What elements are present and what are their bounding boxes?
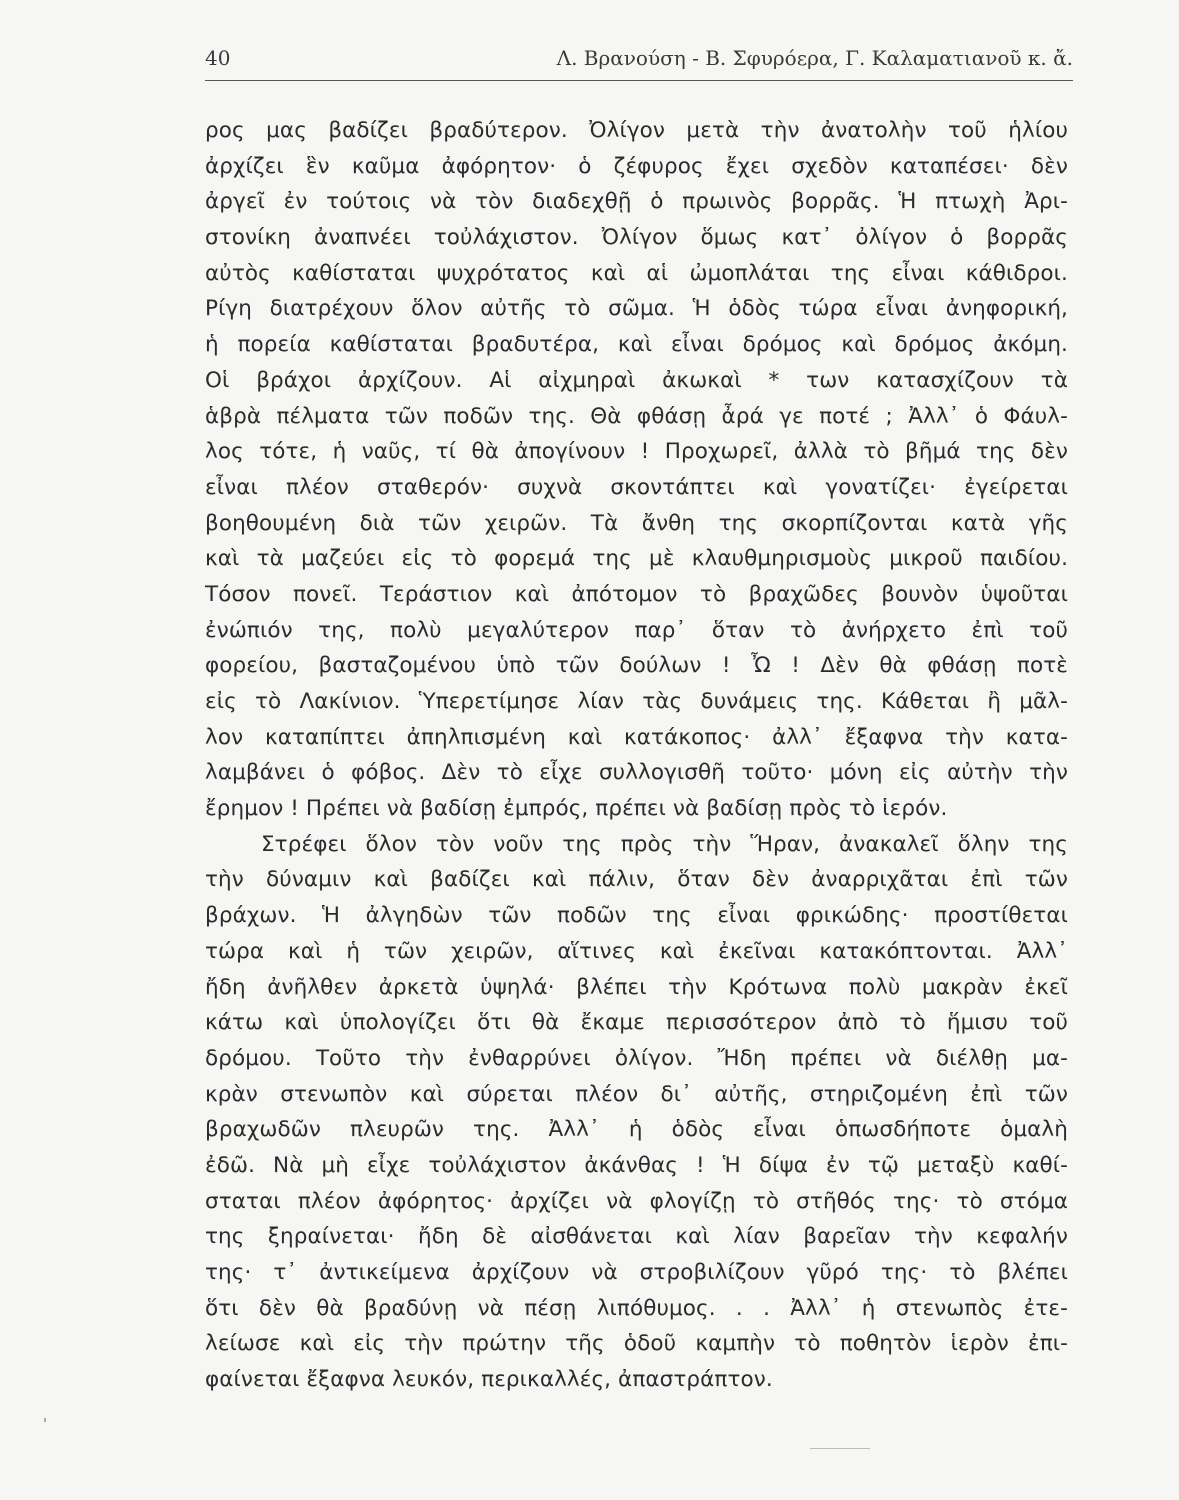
stray-margin-mark: [44, 1418, 46, 1422]
text-line: λος τότε, ἡ ναῦς, τί θὰ ἀπογίνουν ! Προχωρεῖ, ἀλλὰ τὸ βῆμά της δὲν: [205, 439, 1068, 465]
header-rule: [205, 80, 1073, 81]
text-line: ἁβρὰ πέλματα τῶν ποδῶν της. Θὰ φθάσῃ ἆρά γε ποτέ ; Ἀλλ᾽ ὁ Φάυλ-: [205, 403, 1068, 429]
text-line: φαίνεται ἔξαφνα λευκόν, περικαλλές, ἀπαστράπτον.: [205, 1367, 773, 1393]
text-line: λείωσε καὶ εἰς τὴν πρώτην τῆς ὁδοῦ καμπὴν τὸ ποθητὸν ἱερὸν ἐπι-: [205, 1331, 1068, 1357]
text-line: δρόμου. Τοῦτο τὴν ἐνθαρρύνει ὀλίγον. Ἤδη πρέπει νὰ διέλθῃ μα-: [205, 1045, 1068, 1071]
text-line: της· τ᾽ ἀντικείμενα ἀρχίζουν νὰ στροβιλίζουν γῦρό της· τὸ βλέπει: [205, 1260, 1068, 1285]
text-line-paragraph-start: Στρέφει ὅλον τὸν νοῦν της πρὸς τὴν Ἥραν, ἀνακαλεῖ ὅλην της: [261, 831, 1068, 857]
text-line: στονίκη ἀναπνέει τοὐλάχιστον. Ὀλίγον ὅμως κατ᾽ ὀλίγον ὁ βορρᾶς: [205, 225, 1068, 251]
text-line: ἀρχίζει ἓν καῦμα ἀφόρητον· ὁ ζέφυρος ἔχει σχεδὸν καταπέσει· δὲν: [205, 153, 1068, 179]
text-line: αὐτὸς καθίσταται ψυχρότατος καὶ αἱ ὠμοπλάται της εἶναι κάθιδροι.: [205, 260, 1068, 286]
text-line: κρὰν στενωπὸν καὶ σύρεται πλέον δι᾽ αὐτῆς, στηριζομένη ἐπὶ τῶν: [205, 1081, 1068, 1107]
page-header: [205, 42, 1073, 78]
text-line: ἀργεῖ ἐν τούτοις νὰ τὸν διαδεχθῇ ὁ πρωινὸς βορρᾶς. Ἡ πτωχὴ Ἀρι-: [205, 189, 1068, 215]
text-line: ἔρημον ! Πρέπει νὰ βαδίσῃ ἐμπρός, πρέπει νὰ βαδίσῃ πρὸς τὸ ἱερόν.: [205, 796, 948, 822]
text-line: κάτω καὶ ὑπολογίζει ὅτι θὰ ἔκαμε περισσότερον ἀπὸ τὸ ἥμισυ τοῦ: [205, 1010, 1068, 1036]
body-text: [205, 113, 1068, 1398]
text-line: εἶναι πλέον σταθερόν· συχνὰ σκοντάπτει καὶ γονατίζει· ἐγείρεται: [205, 474, 1068, 500]
page-number: 40: [205, 46, 231, 70]
text-line: της ξηραίνεται· ἤδη δὲ αἰσθάνεται καὶ λίαν βαρεῖαν τὴν κεφαλήν: [205, 1224, 1068, 1250]
text-line: ἐδῶ. Νὰ μὴ εἶχε τοὐλάχιστον ἀκάνθας ! Ἡ δίψα ἐν τῷ μεταξὺ καθί-: [205, 1152, 1068, 1178]
text-line: ἐνώπιόν της, πολὺ μεγαλύτερον παρ᾽ ὅταν τὸ ἀνήρχετο ἐπὶ τοῦ: [205, 617, 1068, 643]
text-line: φορείου, βασταζομένου ὑπὸ τῶν δούλων ! Ὦ ! Δὲν θὰ φθάσῃ ποτὲ: [205, 653, 1068, 679]
text-line: ρος μας βαδίζει βραδύτερον. Ὀλίγον μετὰ τὴν ἀνατολὴν τοῦ ἡλίου: [205, 118, 1068, 143]
stray-pencil-mark: [810, 1448, 870, 1449]
text-line: Οἱ βράχοι ἀρχίζουν. Αἱ αἰχμηραὶ ἀκωκαὶ * των κατασχίζουν τὰ: [205, 367, 1068, 393]
text-line: τὴν δύναμιν καὶ βαδίζει καὶ πάλιν, ὅταν δὲν ἀναρριχᾶται ἐπὶ τῶν: [205, 867, 1068, 893]
running-head: Λ. Βρανούση - Β. Σφυρόερα, Γ. Καλαματιανοῦ κ. ἄ.: [556, 46, 1073, 70]
text-line: βράχων. Ἡ ἀλγηδὼν τῶν ποδῶν της εἶναι φρικώδης· προστίθεται: [205, 903, 1068, 929]
text-line: Ρίγη διατρέχουν ὅλον αὐτῆς τὸ σῶμα. Ἡ ὁδὸς τώρα εἶναι ἀνηφορική,: [205, 296, 1068, 322]
text-line: ἤδη ἀνῆλθεν ἀρκετὰ ὑψηλά· βλέπει τὴν Κρότωνα πολὺ μακρὰν ἐκεῖ: [205, 974, 1068, 1000]
text-line: βοηθουμένη διὰ τῶν χειρῶν. Τὰ ἄνθη της σκορπίζονται κατὰ γῆς: [205, 510, 1068, 536]
text-line: σταται πλέον ἀφόρητος· ἀρχίζει νὰ φλογίζῃ τὸ στῆθός της· τὸ στόμα: [205, 1188, 1068, 1214]
text-line: λαμβάνει ὁ φόβος. Δὲν τὸ εἶχε συλλογισθῆ τοῦτο· μόνη εἰς αὐτὴν τὴν: [205, 760, 1068, 786]
text-line: βραχωδῶν πλευρῶν της. Ἀλλ᾽ ἡ ὁδὸς εἶναι ὁπωσδήποτε ὁμαλὴ: [205, 1117, 1068, 1143]
text-line: καὶ τὰ μαζεύει εἰς τὸ φορεμά της μὲ κλαυθμηρισμοὺς μικροῦ παιδίου.: [205, 546, 1068, 572]
text-line: λον καταπίπτει ἀπηλπισμένη καὶ κατάκοπος· ἀλλ᾽ ἔξαφνα τὴν κατα-: [205, 724, 1068, 750]
text-line: εἰς τὸ Λακίνιον. Ὑπερετίμησε λίαν τὰς δυνάμεις της. Κάθεται ἢ μᾶλ-: [205, 689, 1068, 714]
text-line: ὅτι δὲν θὰ βραδύνῃ νὰ πέσῃ λιπόθυμος. . . Ἀλλ᾽ ἡ στενωπὸς ἐτε-: [205, 1295, 1068, 1321]
text-line: τώρα καὶ ἡ τῶν χειρῶν, αἵτινες καὶ ἐκεῖναι κατακόπτονται. Ἀλλ᾽: [205, 938, 1068, 964]
text-line: ἡ πορεία καθίσταται βραδυτέρα, καὶ εἶναι δρόμος καὶ δρόμος ἀκόμη.: [205, 332, 1068, 358]
text-line: Τόσον πονεῖ. Τεράστιον καὶ ἀπότομον τὸ βραχῶδες βουνὸν ὑψοῦται: [205, 581, 1068, 607]
